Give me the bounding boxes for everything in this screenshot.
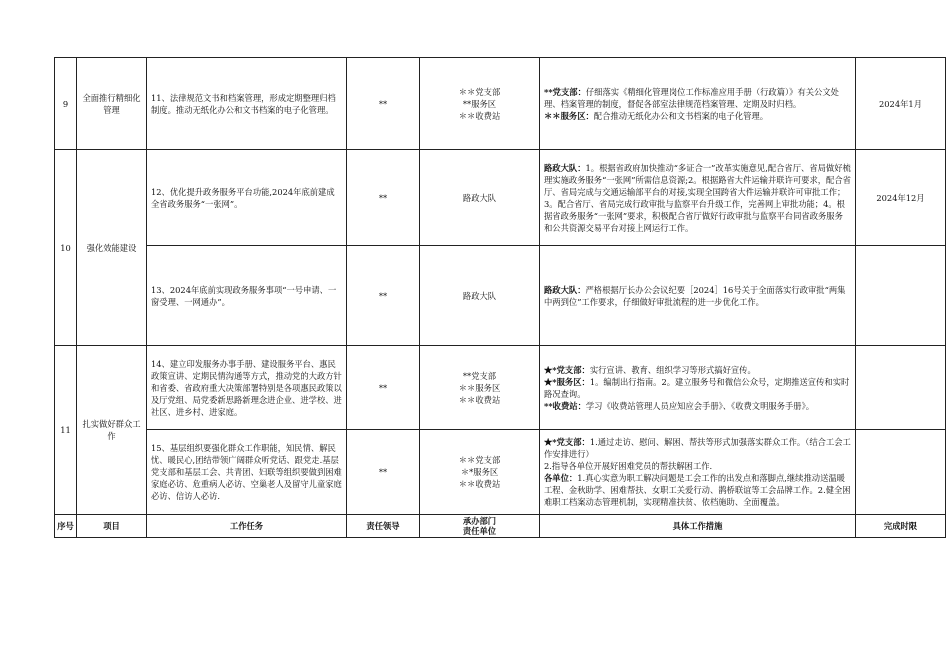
deadline (856, 430, 946, 515)
deadline: 2024年12月 (856, 150, 946, 246)
responsible-leader: ** (347, 346, 420, 430)
responsible-unit: **党支部 ＊＊服务区 ＊＊收费站 (420, 346, 540, 430)
table-row (55, 150, 946, 246)
header-deadline: 完成时限 (856, 515, 946, 538)
project-name: 扎实做好群众工作 (77, 346, 147, 515)
deadline (856, 246, 946, 346)
work-plan-table (54, 57, 946, 538)
header-measures: 具体工作措施 (540, 515, 856, 538)
work-task: 11、法律规范文书和档案管理，形成定期整理归档制度。推动无纸化办公和文书档案的电子化管理。 (147, 58, 347, 150)
table-header-row (55, 515, 946, 538)
row-number: 10 (55, 150, 77, 346)
work-measures: **党支部：仔细落实《精细化管理岗位工作标准应用手册（行政篇）》有关公文处理、档案管理的制度，督促各部室法律规范档案管理、定期及时归档。 ＊＊服务区：配合推动无纸化办公和文书档案的电子化管理。 (540, 58, 856, 150)
responsible-unit: 路政大队 (420, 150, 540, 246)
header-leader: 责任领导 (347, 515, 420, 538)
deadline: 2024年1月 (856, 58, 946, 150)
responsible-unit: ＊＊党支部 ＊*服务区 ＊＊收费站 (420, 430, 540, 515)
responsible-unit: ＊＊党支部 **服务区 ＊＊收费站 (420, 58, 540, 150)
table-row (55, 430, 946, 515)
work-task: 15、基层组织要强化群众工作职能，知民情、解民忧、暖民心,团结带领广阔群众听党话、跟党走.基层党支部和基层工会、共青团、妇联等组织要做到困难家庭必访、危重病人必访、空巢老人及留守儿童家庭必访、信访人必访. (147, 430, 347, 515)
work-task: 12、优化提升政务服务平台功能,2024年底前建成全省政务服务“一张网”。 (147, 150, 347, 246)
table-row (55, 58, 946, 150)
header-project: 项目 (77, 515, 147, 538)
responsible-leader: ** (347, 150, 420, 246)
row-number: 11 (55, 346, 77, 515)
project-name: 强化效能建设 (77, 150, 147, 346)
project-name: 全面推行精细化管理 (77, 58, 147, 150)
work-measures: ★*党支部：1.通过走访、慰问、解困、帮扶等形式加强落实群众工作。（结合工会工作安排进行） 2.指导各单位开展好困难党员的帮扶解困工作. 各单位：1.真心实意为职工解决问题是工会工作的出发点和落脚点,继续推动送温暖工程、金秋助学、困难帮扶、女职工关爱行动、鹊桥联谊等工会品牌工作。2.健全困难职工档案动态管理机制，实现精准扶贫、依档施助、全面覆盖。 (540, 430, 856, 515)
work-task: 14、建立印发服务办事手册、建设服务平台、惠民政策宣讲、定期民情沟通等方式，推动党的大政方针和省委、省政府重大决策部署特别是各项惠民政策以及厅党组、局党委新思路新理念进企业、进学校、进社区、进乡村、进家庭。 (147, 346, 347, 430)
header-unit: 承办部门 责任单位 (420, 515, 540, 538)
work-measures: 路政大队：1。根据省政府加快推动“多证合一”改革实施意见,配合省厅、省局做好梳理实施政务服务“一张网”所需信息资源;2。根据路省大件运输并联许可要求，配合省厅、省局完成与交通运输部平台的对接,实现全国跨省大件运输并联许可审批工作；3。配合省厅、省局完成行政审批与监察平台升级工作，完善网上审批功能；4。根据省政务服务“一张网”要求，积极配合省厅做好行政审批与监察平台同省政务服务和公共资源交易平台对接上网运行工作。 (540, 150, 856, 246)
header-no: 序号 (55, 515, 77, 538)
responsible-unit: 路政大队 (420, 246, 540, 346)
work-task: 13、2024年底前实现政务服务事项“一号申请、一窗受理、一网通办”。 (147, 246, 347, 346)
table-row (55, 246, 946, 346)
deadline (856, 346, 946, 430)
row-number: 9 (55, 58, 77, 150)
work-measures: 路政大队：严格根据厅长办公会议纪要［2024］16号关于全面落实行政审批“两集中两到位”工作要求，仔细做好审批流程的进一步优化工作。 (540, 246, 856, 346)
responsible-leader: ** (347, 58, 420, 150)
header-task: 工作任务 (147, 515, 347, 538)
work-measures: ★*党支部：实行宣讲、教育、组织学习等形式搞好宣传。 ★*服务区：1。编制出行指南。2。建立服务号和微信公众号，定期推送宣传和实时路况查询。 **收费站：学习《收费站管理人员应知应会手册》、《收费文明服务手册》。 (540, 346, 856, 430)
table-row (55, 346, 946, 430)
responsible-leader: ** (347, 246, 420, 346)
responsible-leader: ** (347, 430, 420, 515)
